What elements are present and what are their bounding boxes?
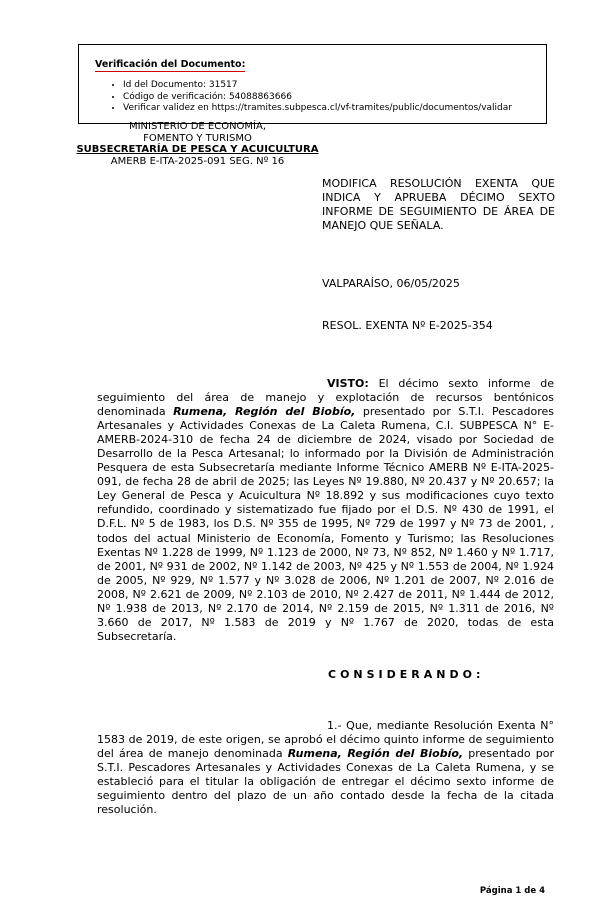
document-reference: AMERB E-ITA-2025-091 SEG. Nº 16 bbox=[110, 155, 285, 167]
visto-text-part2: presentado por S.T.I. Pescadores Artesanales y Actividades Conexas de La Caleta Rumena, C.I. SUBPESCA N° E-AMERB-2024-310 de fecha 24 de diciembre de 2024, visado por Sociedad de Desarrollo de la Pesca Artesanal; lo informado por la División de Administración Pesquera de esta Subsecretaría mediante Informe Técnico AMERB Nº E-ITA-2025-091, de fecha 28 de abril de 2025; las Leyes Nº 19.880, Nº 20.437 y Nº 20.657; la Ley General de Pesca y Acuicultura Nº 18.892 y sus modificaciones cuyo texto refundido, coordinado y sistematizado fue fijado por el D.S. Nº 430 de 1991, el D.F.L. Nº 5 de 1983, los D.S. Nº 355 de 1995, Nº 729 de 1997 y Nº 73 de 2001, , todos del actual Ministerio de Economía, Fomento y Turismo; las Resoluciones Exentas Nº 1.228 de 1999, Nº 1.123 de 2000, Nº 73, Nº 852, Nº 1.460 y Nº 1.717, de 2001, Nº 931 de 2002, Nº 1.142 de 2003, Nº 425 y Nº 1.553 de 2004, Nº 1.924 de 2005, Nº 929, Nº 1.577 y Nº 3.028 de 2006, Nº 1.201 de 2007, Nº 2.016 de 2008, Nº 2.621 de 2009, Nº 2.103 de 2010, Nº 2.427 de 2011, Nº 1.444 de 2012, Nº 1.938 de 2013, Nº 2.170 de 2014, Nº 2.159 de 2015, Nº 1.311 de 2016, Nº 3.660 de 2017, Nº 1.583 de 2019 y Nº 1.767 de 2020, todas de esta Subsecretaría. bbox=[97, 405, 555, 643]
page-number: Página 1 de 4 bbox=[479, 886, 545, 896]
ministry-name-line2: FOMENTO Y TURISMO bbox=[143, 132, 252, 144]
resolution-subject: MODIFICA RESOLUCIÓN EXENTA QUE INDICA Y APRUEBA DÉCIMO SEXTO INFORME DE SEGUIMIENTO DE ÁREA DE MANEJO QUE SEÑALA. bbox=[322, 177, 555, 232]
ministry-name-line1: MINISTERIO DE ECONOMÍA, bbox=[128, 121, 267, 132]
considerando-text-part1: 1.- Que, mediante Resolución Exenta N° 1583 de 2019, de este origen, se aprobó el décimo quinto informe de seguimiento del área de manejo denominada bbox=[97, 719, 554, 761]
resolution-number: RESOL. EXENTA Nº E-2025-354 bbox=[322, 319, 493, 332]
verification-title: Verificación del Documento: bbox=[95, 59, 246, 70]
verification-item-doc-id: • Id del Documento: 31517 bbox=[123, 80, 536, 92]
letterhead bbox=[55, 121, 340, 167]
verification-list bbox=[95, 80, 536, 115]
subsecretaria-name: SUBSECRETARÍA DE PESCA Y ACUICULTURA bbox=[76, 144, 319, 155]
considerando-area-name: Rumena, Región del Biobío, bbox=[287, 747, 464, 761]
considerando-heading: CONSIDERANDO: bbox=[328, 668, 485, 681]
place-and-date: VALPARAÍSO, 06/05/2025 bbox=[322, 277, 460, 290]
visto-paragraph bbox=[97, 377, 554, 644]
verification-item-code: • Código de verificación: 54088863666 bbox=[123, 92, 536, 104]
considerando-text-part2: presentado por S.T.I. Pescadores Artesanales y Actividades Conexas de La Caleta Rumena, y se estableció para el titular la obligación de entregar el décimo sexto informe de seguimiento dentro del plazo de un año contado desde la fecha de la citada resolución. bbox=[97, 747, 554, 817]
visto-label: VISTO: bbox=[327, 377, 369, 390]
visto-area-name: Rumena, Región del Biobío, bbox=[173, 405, 356, 419]
visto-text-part1: El décimo sexto informe de seguimiento del área de manejo y explotación de recursos bentónicos denominada bbox=[97, 377, 554, 419]
verification-item-url: • Verificar validez en https://tramites.subpesca.cl/vf-tramites/public/documentos/validar bbox=[123, 103, 536, 115]
verification-box bbox=[78, 44, 547, 124]
considerando-paragraph-1 bbox=[97, 719, 554, 817]
